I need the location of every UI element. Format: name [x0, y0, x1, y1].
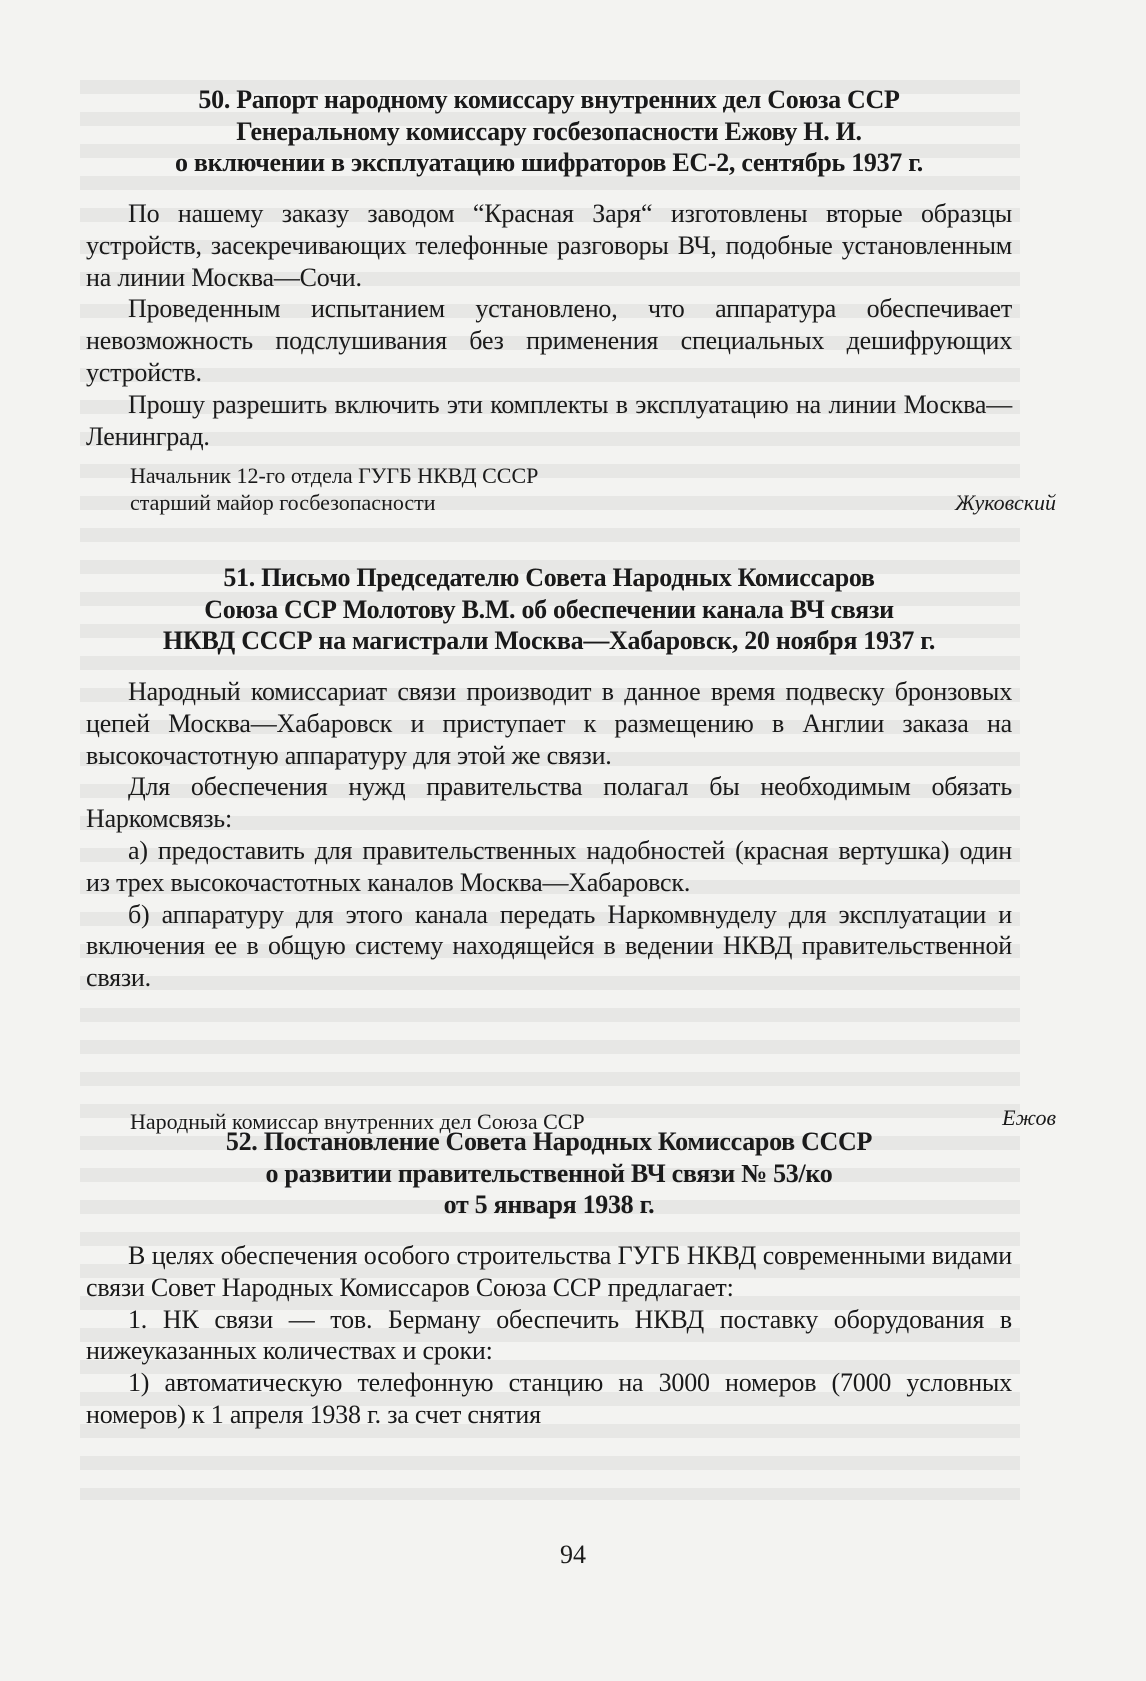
document-50-signature	[86, 462, 1056, 516]
signature-rank: старший майор госбезопасности	[130, 490, 436, 515]
paragraph: б) аппаратуру для этого канала передать Наркомвнуделу для эксплуатации и включения ее в общую систему находящейся в ведении НКВД правительственной связи.	[86, 899, 1012, 993]
heading-line: НКВД СССР на магистрали Москва—Хабаровск, 20 ноября 1937 г.	[162, 626, 936, 655]
signature-name: Ежов	[1002, 1105, 1056, 1130]
document-51-heading	[86, 562, 1012, 657]
paragraph: Прошу разрешить включить эти комплекты в эксплуатацию на линии Москва—Ленинград.	[86, 389, 1012, 451]
document-50-body	[86, 198, 1012, 452]
signature-title: Начальник 12-го отдела ГУГБ НКВД СССР	[130, 463, 539, 488]
heading-line: 52. Постановление Совета Народных Комиссаров СССР	[225, 1127, 873, 1156]
heading-line: 51. Письмо Председателю Совета Народных Комиссаров	[223, 563, 875, 592]
heading-line: 50. Рапорт народному комиссару внутренних дел Союза ССР	[198, 85, 900, 114]
paragraph: В целях обеспечения особого строительства ГУГБ НКВД современными видами связи Совет Народных Комиссаров Союза ССР предлагает:	[86, 1241, 1012, 1302]
paragraph: 1) автоматическую телефонную станцию на 3000 номеров (7000 условных номеров) к 1 апреля 1938 г. за счет снятия	[86, 1368, 1012, 1429]
document-52-heading	[86, 1126, 1012, 1221]
signature-title: Народный комиссар внутренних дел Союза ССР	[130, 1109, 585, 1134]
paragraph: а) предоставить для правительственных надобностей (красная вертушка) один из трех высокочастотных каналов Москва—Хабаровск.	[86, 835, 1012, 897]
paragraph: Проведенным испытанием установлено, что аппаратура обеспечивает невозможность подслушивания без применения специальных дешифрующих устройств.	[86, 294, 1012, 387]
heading-line: Союза ССР Молотову В.М. об обеспечении канала ВЧ связи	[204, 594, 894, 624]
paragraph: 1. НК связи — тов. Берману обеспечить НКВД поставку оборудования в нижеуказанных количествах и сроки:	[86, 1304, 1012, 1366]
heading-line: о развитии правительственной ВЧ связи № 53/ко	[265, 1158, 833, 1188]
paragraph: Народный комиссариат связи производит в данное время подвеску бронзовых цепей Москва—Хабаровск и приступает к размещению в Англии заказа на высокочастотную аппаратуру для этой же связи.	[86, 677, 1012, 770]
document-52-body	[86, 1240, 1012, 1431]
page-number: 94	[560, 1540, 586, 1569]
document-51-body	[86, 676, 1012, 994]
paragraph: По нашему заказу заводом “Красная Заря“ изготовлены вторые образцы устройств, засекречивающих телефонные разговоры ВЧ, подобные установленным на линии Москва—Сочи.	[86, 199, 1012, 292]
document-50	[0, 0, 1146, 515]
heading-line: о включении в эксплуатацию шифраторов ЕС-2, сентябрь 1937 г.	[175, 148, 923, 177]
paragraph: Для обеспечения нужд правительства полагал бы необходимым обязать Наркомсвязь:	[86, 772, 1012, 834]
heading-line: от 5 января 1938 г.	[443, 1190, 655, 1219]
heading-line: Генеральному комиссару госбезопасности Ежову Н. И.	[236, 116, 862, 146]
signature-name: Жуковский	[954, 490, 1056, 515]
document-50-heading	[86, 84, 1012, 179]
